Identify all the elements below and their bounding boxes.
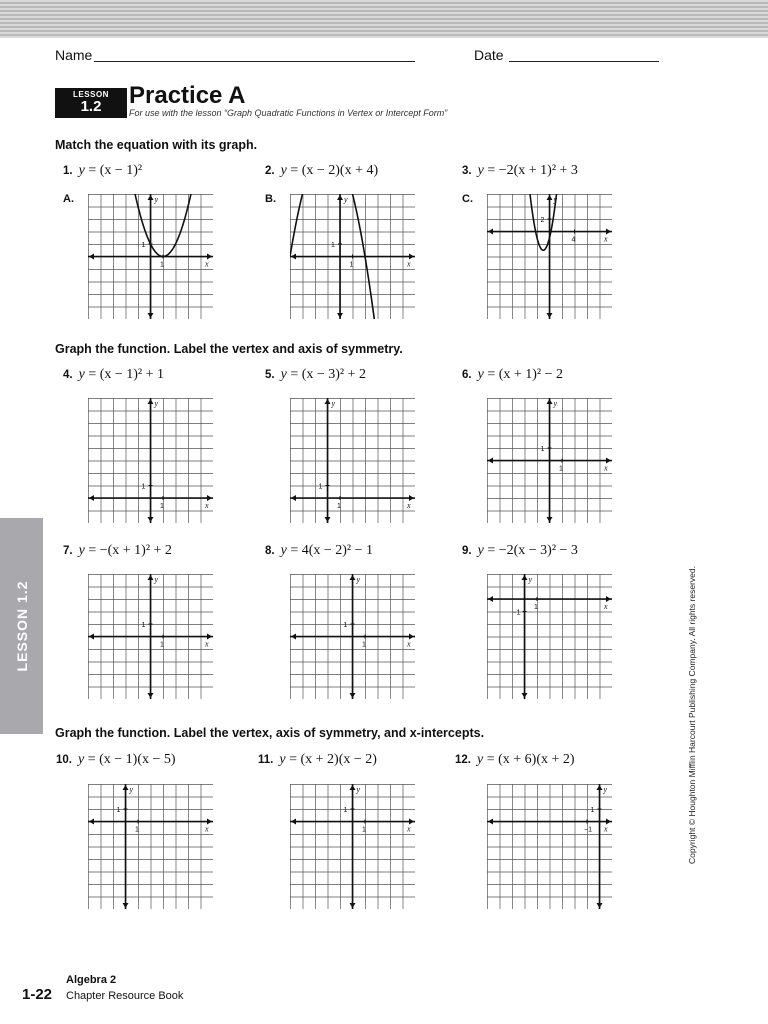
y-axis-arrow-top (325, 399, 331, 404)
graph-b (290, 194, 415, 319)
problem-9: 9. y = −2(x − 3)² − 3 (462, 543, 578, 558)
side-lesson-tab (0, 518, 43, 734)
date-label: Date (474, 47, 504, 63)
y-axis-arrow-bottom (350, 693, 356, 698)
graph-problem-11[interactable] (290, 784, 415, 909)
y-axis-arrow-top (148, 195, 154, 200)
x-tick-label: 1 (160, 503, 164, 510)
footer-page-number: 1-22 (22, 986, 53, 1003)
section-heading-intercepts: Graph the function. Label the vertex, axis of symmetry, and x-intercepts. (55, 726, 485, 740)
x-tick-label: 1 (160, 641, 164, 649)
x-axis-arrow-left (291, 254, 296, 260)
x-axis-arrow-left (89, 819, 94, 825)
name-field[interactable] (94, 61, 415, 62)
graph-a (88, 194, 213, 319)
match-letter-a: A. (63, 193, 74, 205)
y-axis-arrow-bottom (148, 693, 154, 698)
x-axis-arrow-left (488, 819, 493, 825)
y-axis-arrow-bottom (123, 903, 129, 908)
x-tick-label: 4 (571, 236, 576, 244)
x-axis-name: x (205, 501, 209, 510)
y-axis-arrow-bottom (148, 313, 154, 318)
graph-problem-8[interactable] (290, 574, 415, 699)
problem-8: 8. y = 4(x − 2)² − 1 (265, 543, 374, 558)
x-tick-label: 1 (337, 503, 341, 510)
y-tick-label: 1 (141, 242, 146, 249)
x-axis-name: x (407, 639, 411, 649)
x-tick-label: 1 (349, 261, 354, 269)
x-tick-label: −1 (584, 826, 592, 834)
x-axis-name: x (604, 602, 608, 611)
y-axis-arrow-top (547, 195, 553, 200)
x-axis-arrow-left (488, 596, 493, 602)
y-tick-label: 1 (141, 483, 146, 491)
graph-problem-7[interactable] (88, 574, 213, 699)
x-tick-label: 1 (160, 261, 164, 269)
y-axis-name: y (344, 195, 348, 204)
y-axis-arrow-top (123, 785, 129, 790)
x-axis-arrow-left (291, 634, 296, 640)
y-axis-name: y (603, 785, 608, 794)
x-tick-label: 1 (362, 826, 366, 834)
graph-problem-4[interactable] (88, 398, 213, 523)
x-axis-name: x (407, 824, 411, 834)
problem-2: 2. y = (x − 2)(x + 4) (265, 163, 379, 178)
lesson-badge-word: LESSON (73, 90, 109, 99)
x-axis-name: x (205, 824, 209, 834)
problem-10: 10. y = (x − 1)(x − 5) (56, 752, 176, 767)
x-axis-arrow-left (291, 495, 296, 501)
y-axis-arrow-bottom (597, 903, 603, 908)
y-axis-arrow-bottom (350, 903, 356, 908)
problem-4: 4. y = (x − 1)² + 1 (63, 367, 165, 382)
y-tick-label: 1 (141, 622, 146, 629)
match-letter-c: C. (462, 193, 473, 205)
y-axis-name: y (356, 575, 361, 584)
y-axis-arrow-bottom (547, 313, 553, 318)
y-axis-arrow-bottom (148, 517, 154, 522)
y-axis-arrow-bottom (522, 693, 528, 698)
y-axis-name: y (553, 399, 558, 408)
problem-7: 7. y = −(x + 1)² + 2 (63, 543, 172, 558)
footer-book-subtitle: Chapter Resource Book (66, 990, 184, 1002)
graph-problem-6[interactable] (487, 398, 612, 523)
y-axis-arrow-bottom (547, 517, 553, 522)
x-axis-arrow-left (291, 819, 296, 825)
section-heading-vertex: Graph the function. Label the vertex and axis of symmetry. (55, 342, 403, 356)
problem-6: 6. y = (x + 1)² − 2 (462, 367, 564, 382)
copyright-notice: Copyright © Houghton Mifflin Harcourt Publishing Company. All rights reserved. (687, 566, 697, 864)
y-axis-arrow-top (597, 785, 603, 790)
y-tick-label: 1 (318, 483, 323, 491)
y-axis-arrow-top (337, 195, 343, 200)
y-tick-label: 1 (331, 242, 335, 249)
y-tick-label: 1 (590, 807, 595, 814)
y-tick-label: −1 (512, 609, 521, 617)
problem-12: 12. y = (x + 6)(x + 2) (455, 752, 575, 767)
y-axis-name: y (331, 399, 336, 408)
x-axis-arrow-left (89, 495, 94, 501)
graph-problem-10[interactable] (88, 784, 213, 909)
page-title: Practice A (129, 82, 246, 109)
x-tick-label: 1 (559, 465, 563, 473)
y-axis-arrow-top (350, 575, 356, 580)
x-axis-arrow-left (488, 229, 493, 235)
y-tick-label: 1 (540, 446, 545, 453)
graph-c (487, 194, 612, 319)
y-axis-name: y (528, 575, 533, 584)
x-axis-name: x (604, 824, 608, 834)
x-axis-name: x (407, 259, 411, 269)
problem-11: 11. y = (x + 2)(x − 2) (258, 752, 377, 767)
x-tick-label: 1 (534, 604, 538, 611)
y-axis-name: y (553, 195, 558, 204)
x-axis-arrow-left (89, 634, 94, 640)
y-axis-arrow-bottom (337, 313, 343, 318)
y-axis-name: y (154, 575, 159, 584)
top-decorative-band (0, 0, 768, 38)
graph-problem-9[interactable] (487, 574, 612, 699)
x-tick-label: 1 (135, 826, 139, 834)
lesson-badge-number: 1.2 (80, 98, 102, 115)
date-field[interactable] (509, 61, 659, 62)
y-axis-arrow-top (350, 785, 356, 790)
y-tick-label: 1 (116, 807, 121, 814)
footer-book-title: Algebra 2 (66, 974, 117, 986)
problem-1: 1. y = (x − 1)² (63, 163, 143, 178)
y-axis-name: y (154, 195, 159, 204)
y-axis-arrow-bottom (325, 517, 331, 522)
x-axis-arrow-left (89, 254, 94, 260)
name-label: Name (55, 47, 93, 63)
page-subtitle: For use with the lesson “Graph Quadratic Functions in Vertex or Intercept Form” (129, 108, 448, 118)
y-axis-name: y (129, 785, 134, 794)
section-heading-match: Match the equation with its graph. (55, 138, 258, 152)
lesson-badge (55, 88, 127, 118)
y-axis-arrow-top (547, 399, 553, 404)
y-tick-label: 1 (343, 622, 348, 629)
problem-5: 5. y = (x − 3)² + 2 (265, 367, 367, 382)
x-axis-name: x (604, 234, 608, 244)
y-axis-arrow-top (148, 575, 154, 580)
x-axis-name: x (604, 463, 608, 473)
y-axis-name: y (154, 399, 159, 408)
y-axis-name: y (356, 785, 361, 794)
x-axis-name: x (205, 259, 209, 269)
y-axis-arrow-top (148, 399, 154, 404)
side-lesson-tab-label: LESSON 1.2 (13, 580, 30, 672)
graph-problem-12[interactable] (487, 784, 612, 909)
match-letter-b: B. (265, 193, 276, 205)
x-tick-label: 1 (362, 641, 366, 649)
x-axis-name: x (205, 639, 209, 649)
x-axis-name: x (407, 501, 411, 510)
y-tick-label: 1 (343, 807, 348, 814)
problem-3: 3. y = −2(x + 1)² + 3 (462, 163, 578, 178)
x-axis-arrow-left (488, 458, 493, 464)
y-tick-label: 2 (540, 217, 545, 224)
y-axis-arrow-top (522, 575, 528, 580)
graph-problem-5[interactable] (290, 398, 415, 523)
